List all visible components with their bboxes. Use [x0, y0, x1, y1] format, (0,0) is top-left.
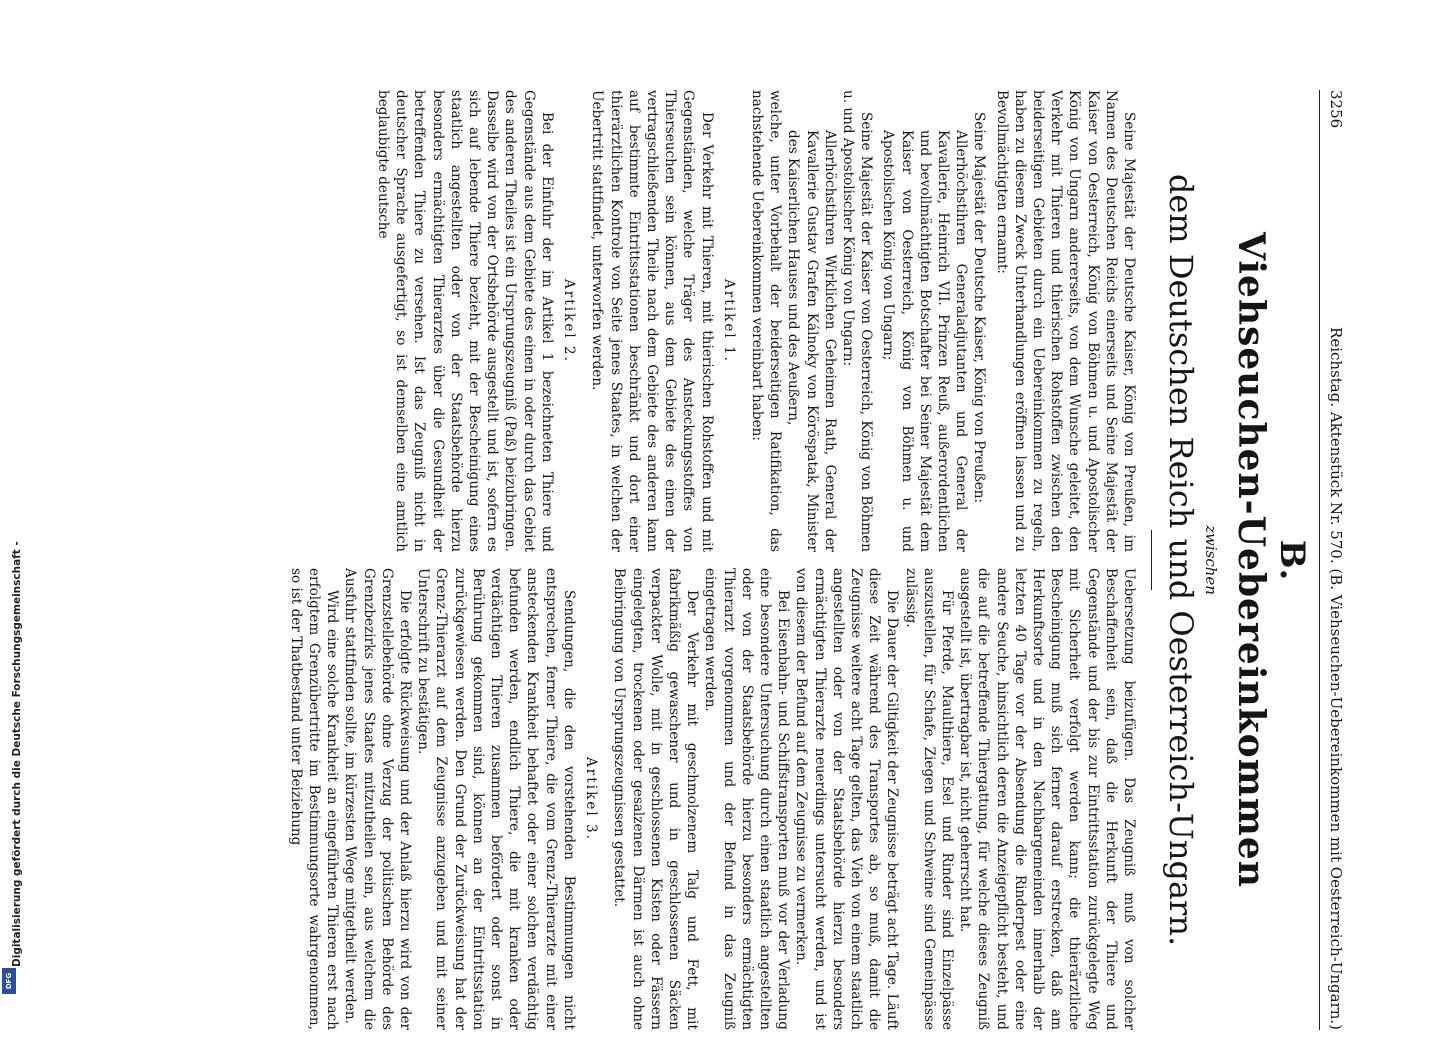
conclusion-paragraph: welche, unter Vorbehalt der beiderseitigen Ratifikation, das nachstehende Uebereinkommen vereinbart haben: [748, 90, 784, 552]
page-content [170, 60, 1350, 1060]
party2-plenipotentiary: Allerhöchstihren Wirklichen Geheimen Rath, General der Kavallerie Gustav Grafen Kálnoky von Köröspatak, Minister des Kaiserlichen Hauses und des Aeußern, [785, 130, 838, 552]
running-head-title: Reichstag. Aktenstück Nr. 570. (B. Viehseuchen-Uebereinkommen mit Oesterreich-Ungarn.) [1327, 327, 1345, 1030]
scanned-page [90, 60, 1350, 1060]
party2-heading: Seine Majestät der Kaiser von Oesterreich, König von Böhmen u. und Apostolischer König von Ungarn: [839, 90, 875, 552]
party1-plenipotentiary: Allerhöchstihren Generaladjutanten und General der Kavallerie, Heinrich VII. Prinzen Reuß, außerordentlichen und bevollmächtigten Botschafter bei Seiner Majestät dem Kaiser von Oesterreich, König von Böhmen u. und Apostolischen König von Ungarn; [880, 130, 970, 552]
article2-passes: Für Pferde, Maulthiere, Esel und Rinder sind Einzelpässe auszustellen, für Schafe, Ziegen und Schweine sind Gemeinpässe zulässig. [902, 568, 955, 1030]
running-head [1319, 90, 1350, 1030]
article3-later-detection: Wird eine solche Krankheit an eingeführten Thieren erst nach erfolgtem Grenzübertritte im Bestimmungsorte wahrgenommen, so ist der Thatbestand unter Beiziehung [287, 568, 341, 1030]
treaty-parties: dem Deutschen Reich und Oesterreich-Ungarn. [1162, 173, 1200, 947]
article2-exemptions: Der Verkehr mit geschmolzenem Talg und Fett, mit fabrikmäßig gewaschener und in geschlossenen Säcken verpackter Wolle, mit in geschlossenen Kisten oder Fässern eingelegten, trockenen oder gesalzenen Därmen ist auch ohne Beibringung von Ursprungszeugnissen gestattet. [611, 568, 701, 1030]
left-column [374, 90, 1138, 552]
article3-text: Sendungen, die den vorstehenden Bestimmungen nicht entsprechen, ferner Thiere, die vom Grenz-Thierarzte mit einer ansteckenden Krankheit behaftet oder einer solchen verdächtig befunden werden, endlich Thiere, die mit kranken oder verdächtigen Thieren zusammen befördert oder sonst in Berührung gekommen sind, können an der Eintrittsstation zurückgewiesen werden. Den Grund der Zurückweisung hat der Grenz-Thierarzt auf dem Zeugnisse anzugeben und mit seiner Unterschrift zu bestätigen. [415, 568, 577, 1030]
heading-divider [1151, 530, 1152, 590]
article2-validity: Die Dauer der Giltigkeit der Zeugnisse beträgt acht Tage. Läuft diese Zeit während des Transportes ab, so muß, damit die Zeugnisse weitere acht Tage gelten, das Vieh von einem staatlich angestellten oder von der Staatsbehörde hierzu besonders ermächtigten Thierarzte neuerdings untersucht werden, und ist von diesem der Befund auf dem Zeugnisse zu vermerken. [793, 568, 901, 1030]
article2-text: Bei der Einfuhr der im Artikel 1 bezeichneten Thiere und Gegenstände aus dem Gebiete des einen in oder durch das Gebiet des anderen Theiles ist ein Ursprungszeugniß (Paß) beizubringen. Dasselbe wird von der Ortsbehörde ausgestellt und ist, sofern es sich auf lebende Thiere bezieht, mit der Bescheinigung eines staatlich angestellten oder von der Staatsbehörde hierzu besonders ermächtigten Thierarztes über die Gesundheit der betreffenden Thiere zu versehen. Ist das Zeugniß nicht in deutscher Sprache ausgefertigt, so ist demselben eine amtlich beglaubigte deutsche [375, 90, 555, 552]
party1-heading: Seine Majestät der Deutsche Kaiser, König von Preußen: [971, 112, 988, 504]
dfg-logo-text: DFG [5, 972, 13, 990]
document-title: Viehseuchen-Uebereinkommen [1230, 232, 1272, 888]
digitization-credit: Digitalisierung gefördert durch die Deutsche Forschungsgemeinschaft - [11, 541, 23, 967]
article2-continuation: Uebersetzung beizufügen. Das Zeugniß muß von solcher Beschaffenheit sein, daß die Herkunft der Thiere und Gegenstände und der bis zur Eintrittsstation zurückgelegte Weg mit Sicherheit verfolgt werden kann; die thierärztliche Bescheinigung muß sich ferner darauf erstrecken, daß am Herkunftsorte und in den Nachbargemeinden innerhalb der letzten 40 Tage vor der Absendung die Rinderpest oder eine andere Seuche, hinsichtlich deren die Anzeigepflicht besteht, und die auf die betreffende Thiergattung, für welche dieses Zeugniß ausgestellt ist, übertragbar ist, nicht geherrscht hat. [957, 568, 1137, 1030]
page-number: 3256 [1327, 90, 1345, 129]
article2-heading: Artikel 2. [561, 278, 578, 364]
article1-text: Der Verkehr mit Thieren, mit thierischen Rohstoffen und mit Gegenständen, welche Träger des Ansteckungsstoffes von Thierseuchen sein können, aus dem Gebiete des einen der vertragschließenden Theile nach dem Gebiete des anderen kann auf bestimmte Eintrittsstationen beschränkt und dort einer thierärztlichen Kontrole von Seite jenes Staates, in welchen der Uebertritt stattfindet, unterworfen werden. [589, 90, 715, 552]
preamble: Seine Majestät der Deutsche Kaiser, König von Preußen, im Namen des Deutschen Reichs einerseits und Seine Majestät der Kaiser von Oesterreich, König von Böhmen u. und Apostolischer König von Ungarn andererseits, von dem Wunsche geleitet, den Verkehr mit Thieren und thierischen Rohstoffen zwischen den beiderseitigen Gebieten durch ein Uebereinkommen zu regeln, haben zu diesem Zweck Unterhandlungen eröffnen lassen und zu Bevollmächtigten ernannt: [993, 90, 1137, 552]
right-column [287, 568, 1138, 1030]
article1-heading: Artikel 1. [720, 278, 737, 364]
article3-notification: Die erfolgte Rückweisung und der Anlaß hierzu wird von der Grenzstellebehörde ohne Verzug der politischen Behörde des Grenzbezirks jenes Staates mitzutheilen sein, aus welchem die Ausfuhr stattfinden sollte, im kürzesten Wege mitgetheilt werden. [342, 568, 414, 1030]
between-word: zwischen [1202, 525, 1220, 595]
section-letter: B. [1272, 539, 1312, 581]
dfg-logo [2, 968, 16, 994]
article3-heading: Artikel 3. [583, 756, 600, 842]
article2-transport: Bei Eisenbahn- und Schiffstransporten muß vor der Verladung eine besondere Untersuchung durch einen staatlich angestellten oder von der Staatsbehörde hierzu besonders ermächtigten Thierarzt vorgenommen und der Befund in das Zeugniß eingetragen werden. [702, 568, 792, 1030]
